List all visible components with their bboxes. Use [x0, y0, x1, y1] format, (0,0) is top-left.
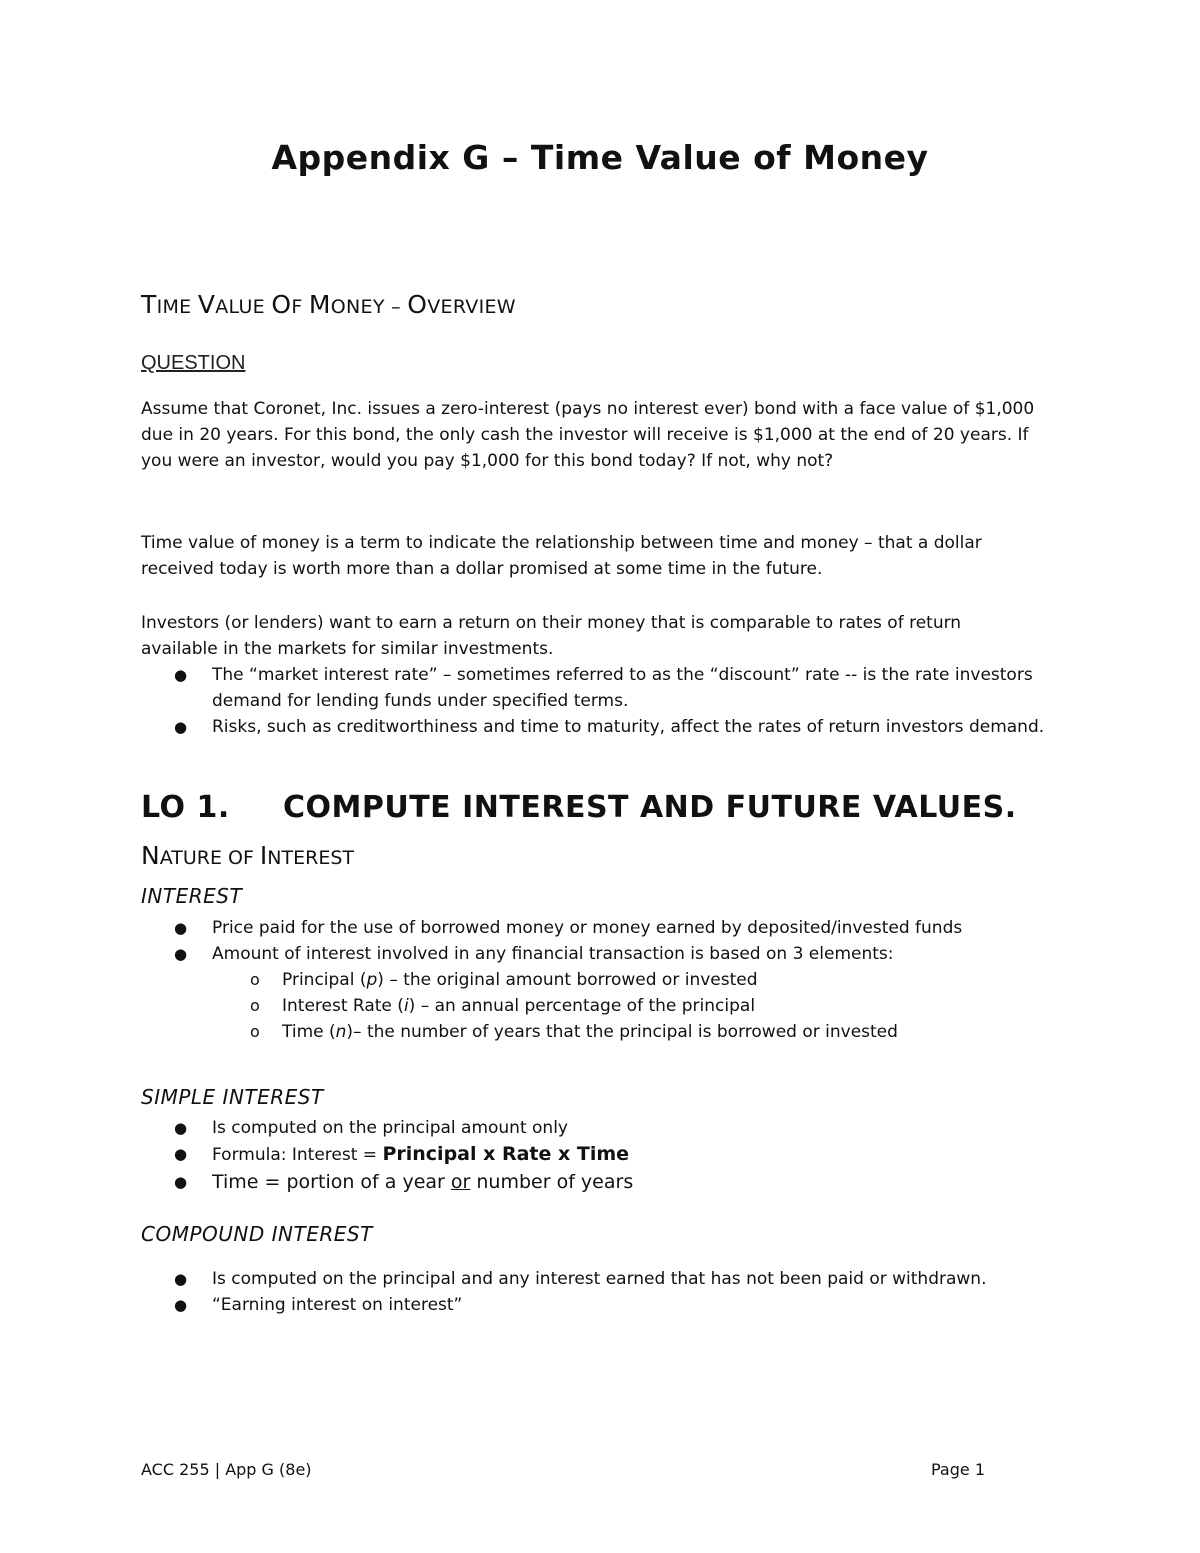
- heading-cap: O: [271, 290, 292, 319]
- list-item: [141, 662, 1141, 688]
- interest-heading: INTEREST: [141, 884, 243, 908]
- list-item: [141, 941, 1141, 967]
- list-item-text: Price paid for the use of borrowed money or money earned by deposited/invested funds: [212, 918, 963, 938]
- text-run: )– the number of years that the principal is borrowed or invested: [346, 1022, 898, 1042]
- heading-cap: O: [407, 290, 428, 319]
- text-run: Time (: [282, 1022, 336, 1042]
- list-item-text: [282, 1019, 898, 1045]
- bullet-icon: ●: [174, 1119, 188, 1137]
- tvm-paragraph: [141, 530, 982, 582]
- list-item: [141, 714, 1141, 740]
- lo1-heading: [141, 790, 1017, 825]
- text-run: Time = portion of a year: [212, 1171, 451, 1193]
- paragraph-line: Time value of money is a term to indicate the relationship between time and money – that a dollar: [141, 533, 982, 553]
- list-item-text: The “market interest rate” – sometimes referred to as the “discount” rate -- is the rate investors: [212, 665, 1033, 685]
- lo-title: COMPUTE INTEREST AND FUTURE VALUES.: [283, 790, 1017, 825]
- paragraph-line: received today is worth more than a dollar promised at some time in the future.: [141, 559, 823, 579]
- circle-bullet-icon: o: [250, 1022, 260, 1041]
- heading-cap: V: [197, 290, 216, 319]
- paragraph-line: Investors (or lenders) want to earn a return on their money that is comparable to rates of return: [141, 613, 962, 633]
- heading-low: ATURE OF: [159, 847, 260, 869]
- text-run: number of years: [470, 1171, 634, 1193]
- bullet-icon: ●: [174, 666, 188, 684]
- list-item-text: Is computed on the principal amount only: [212, 1118, 568, 1138]
- list-item-continuation: [141, 688, 1141, 714]
- list-item: [141, 1292, 1141, 1318]
- heading-low: NTEREST: [267, 847, 354, 869]
- lo-number: LO 1.: [141, 790, 230, 825]
- interest-bullet-list: [141, 915, 1141, 1045]
- bullet-icon: ●: [174, 1173, 188, 1191]
- formula-expression: Principal x Rate x Time: [382, 1143, 630, 1165]
- bullet-icon: ●: [174, 945, 188, 963]
- nature-of-interest-heading: [141, 841, 354, 870]
- sub-list-item: [141, 967, 1141, 993]
- heading-cap: N: [141, 841, 160, 870]
- variable: p: [366, 970, 378, 990]
- sub-list-item: [141, 993, 1141, 1019]
- list-item: [141, 1169, 1141, 1197]
- question-paragraph: [141, 396, 1034, 474]
- formula-label: Formula:: [212, 1145, 287, 1165]
- text-run: Interest Rate (: [282, 996, 404, 1016]
- simple-interest-bullet-list: [141, 1115, 1141, 1197]
- list-item: [141, 915, 1141, 941]
- list-item: [141, 1115, 1141, 1141]
- list-item-text: Risks, such as creditworthiness and time to maturity, affect the rates of return investors demand.: [212, 717, 1045, 737]
- circle-bullet-icon: o: [250, 996, 260, 1015]
- bullet-icon: ●: [174, 1270, 188, 1288]
- list-item: [141, 1141, 1141, 1169]
- circle-bullet-icon: o: [250, 970, 260, 989]
- paragraph-line: due in 20 years. For this bond, the only cash the investor will receive is $1,000 at the end of 20 years. If: [141, 425, 1029, 445]
- compound-interest-bullet-list: [141, 1266, 1141, 1318]
- list-item-text: [212, 1141, 629, 1168]
- footer-course: ACC 255 | App G (8e): [141, 1460, 312, 1479]
- text-run: ) – an annual percentage of the principal: [408, 996, 756, 1016]
- list-item-text: [282, 993, 755, 1019]
- text-run: ) – the original amount borrowed or invested: [377, 970, 758, 990]
- text-run: Principal (: [282, 970, 367, 990]
- investors-paragraph: [141, 610, 961, 662]
- heading-low: F: [291, 296, 309, 318]
- variable: n: [335, 1022, 347, 1042]
- bullet-icon: ●: [174, 1296, 188, 1314]
- heading-cap: I: [259, 841, 268, 870]
- simple-interest-heading: SIMPLE INTEREST: [141, 1085, 324, 1109]
- heading-cap: T: [141, 290, 157, 319]
- sub-list-item: [141, 1019, 1141, 1045]
- bullet-icon: ●: [174, 919, 188, 937]
- heading-low: ALUE: [215, 296, 272, 318]
- text-run: or: [450, 1171, 471, 1193]
- list-item-text: Is computed on the principal and any interest earned that has not been paid or withdrawn.: [212, 1269, 987, 1289]
- document-title: Appendix G – Time Value of Money: [271, 138, 929, 177]
- variable: i: [403, 996, 409, 1016]
- bullet-icon: ●: [174, 1145, 188, 1163]
- paragraph-line: you were an investor, would you pay $1,000 for this bond today? If not, why not?: [141, 451, 834, 471]
- heading-low: ONEY –: [330, 296, 408, 318]
- paragraph-line: Assume that Coronet, Inc. issues a zero-interest (pays no interest ever) bond with a face value of $1,000: [141, 399, 1035, 419]
- list-item: [141, 1266, 1141, 1292]
- compound-interest-heading: COMPOUND INTEREST: [141, 1222, 373, 1246]
- overview-heading: [141, 290, 516, 319]
- heading-cap: M: [308, 290, 331, 319]
- list-item-text: “Earning interest on interest”: [212, 1295, 463, 1315]
- question-label: QUESTION: [141, 352, 246, 374]
- list-item-text: [212, 1169, 633, 1195]
- heading-low: IME: [156, 296, 198, 318]
- heading-low: VERVIEW: [427, 296, 516, 318]
- footer-page-number: Page 1: [931, 1460, 985, 1479]
- bullet-icon: ●: [174, 718, 188, 736]
- overview-bullet-list: [141, 662, 1141, 740]
- list-item-text: [282, 967, 758, 993]
- formula-interest: Interest =: [291, 1145, 378, 1165]
- paragraph-line: available in the markets for similar investments.: [141, 639, 554, 659]
- list-item-text: Amount of interest involved in any financial transaction is based on 3 elements:: [212, 944, 894, 964]
- list-item-text: demand for lending funds under specified terms.: [212, 691, 629, 711]
